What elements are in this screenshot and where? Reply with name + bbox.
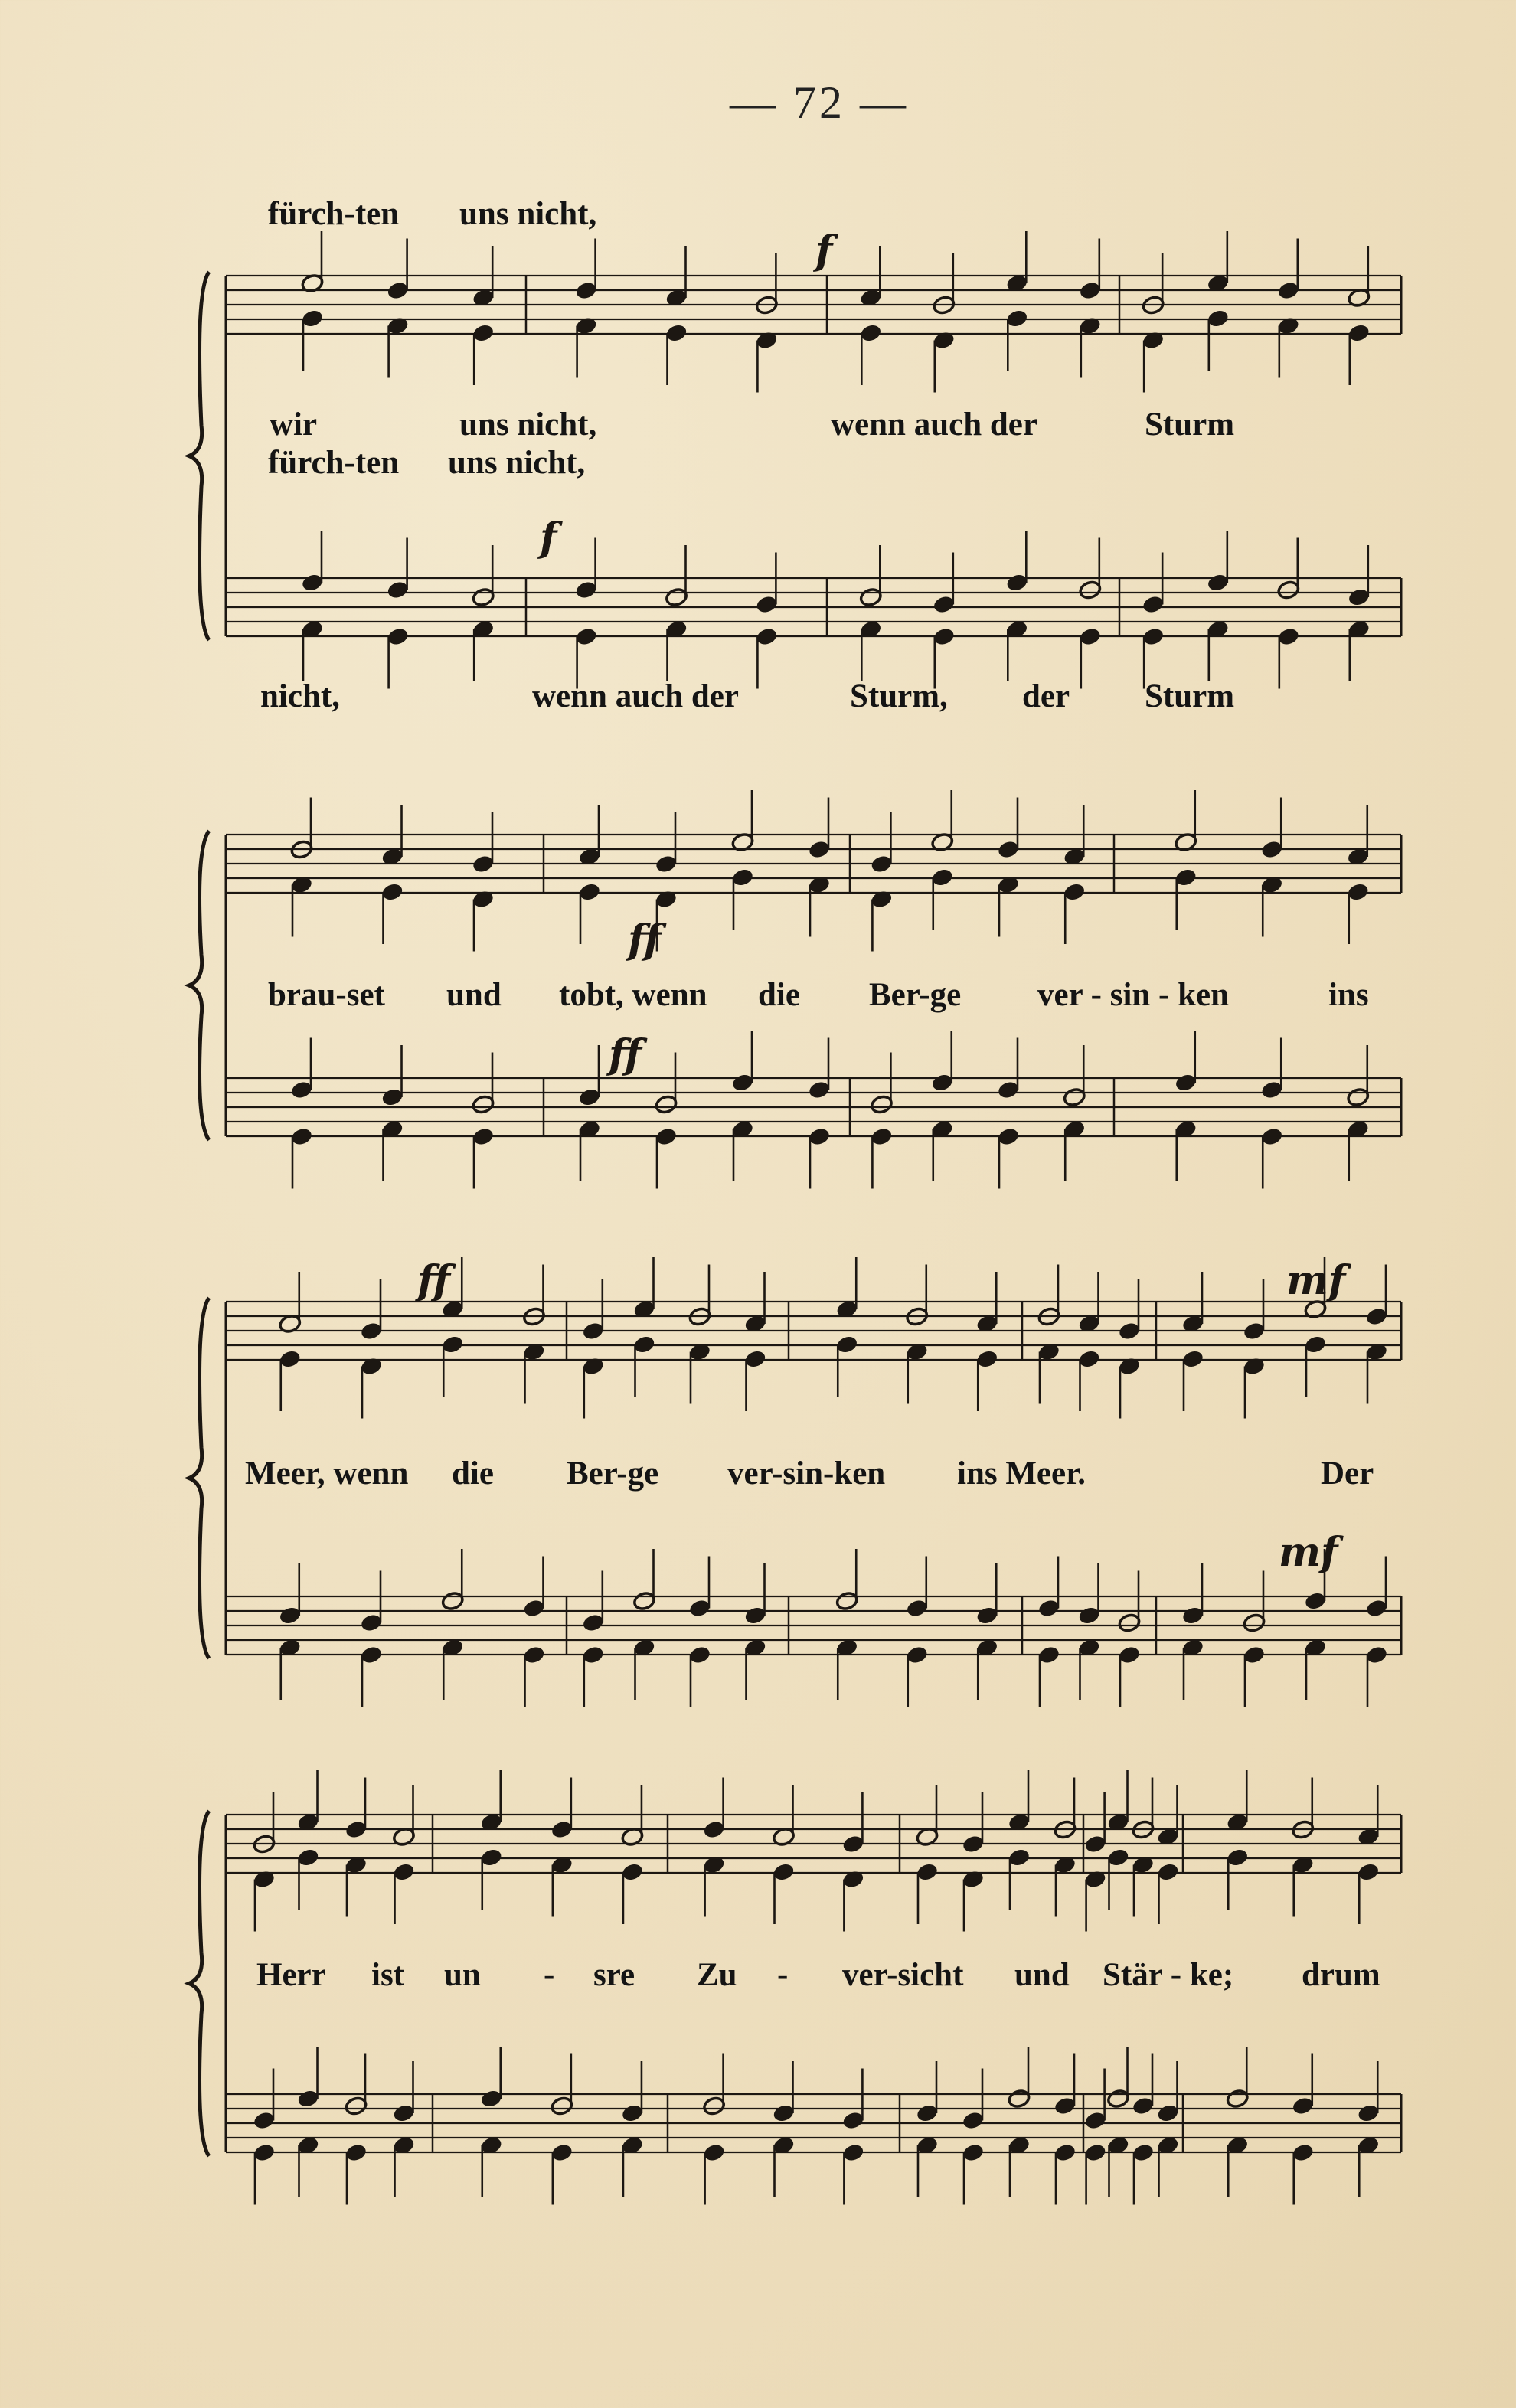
lyric: sre — [593, 1957, 635, 1993]
lyric: Stär - ke; — [1103, 1957, 1234, 1993]
lyric: brau-set — [268, 977, 385, 1013]
dynamic-marking: ff — [417, 1257, 451, 1304]
lyric: die — [452, 1456, 494, 1492]
lyric: Zu — [697, 1957, 737, 1993]
dynamic-marking: mf — [1279, 1529, 1338, 1576]
lyric: Der — [1321, 1456, 1374, 1492]
dynamic-marking: ff — [628, 916, 662, 963]
lyric: nicht, — [260, 678, 340, 714]
lyric: ist — [371, 1957, 404, 1993]
dynamic-marking: mf — [1286, 1257, 1346, 1304]
brace — [189, 1811, 209, 2156]
lyric: der — [1022, 678, 1070, 714]
lyric: Meer, wenn — [245, 1456, 409, 1492]
lyric: tobt, wenn — [559, 977, 707, 1013]
lyric: Ber-ge — [869, 977, 962, 1013]
lyric: und — [446, 977, 502, 1013]
lyric: un — [444, 1957, 481, 1993]
lyric: fürch-ten — [268, 445, 400, 481]
lyric: und — [1014, 1957, 1070, 1993]
dynamic-marking: ff — [609, 1031, 642, 1078]
lyric: ver-sin-ken — [727, 1456, 886, 1492]
lyric: wenn auch der — [532, 678, 739, 714]
brace — [189, 1298, 209, 1658]
lyric: Sturm, — [850, 678, 948, 714]
lyric: uns nicht, — [459, 196, 597, 232]
lyric: Sturm — [1145, 678, 1235, 714]
lyric: Herr — [256, 1957, 326, 1993]
lyric: die — [758, 977, 800, 1013]
lyric: ins — [1328, 977, 1369, 1013]
page-number: — 72 — — [730, 77, 909, 128]
lyric: Ber-ge — [567, 1456, 659, 1492]
lyric: ver - sin - ken — [1037, 977, 1230, 1013]
brace — [189, 831, 209, 1140]
lyric: - — [544, 1957, 555, 1993]
lyric: fürch-ten — [268, 196, 400, 232]
dynamic-marking: f — [815, 227, 833, 274]
brace — [189, 272, 209, 640]
dynamic-marking: f — [540, 515, 557, 561]
lyric: uns nicht, — [459, 407, 597, 443]
lyric: wir — [270, 407, 318, 443]
lyric: ins Meer. — [957, 1456, 1086, 1492]
lyric: uns nicht, — [448, 445, 586, 481]
lyric: drum — [1302, 1957, 1380, 1993]
lyric: ver-sicht — [842, 1957, 964, 1993]
lyric: - — [777, 1957, 789, 1993]
lyric: wenn auch der — [831, 407, 1037, 443]
lyric: Sturm — [1145, 407, 1235, 443]
